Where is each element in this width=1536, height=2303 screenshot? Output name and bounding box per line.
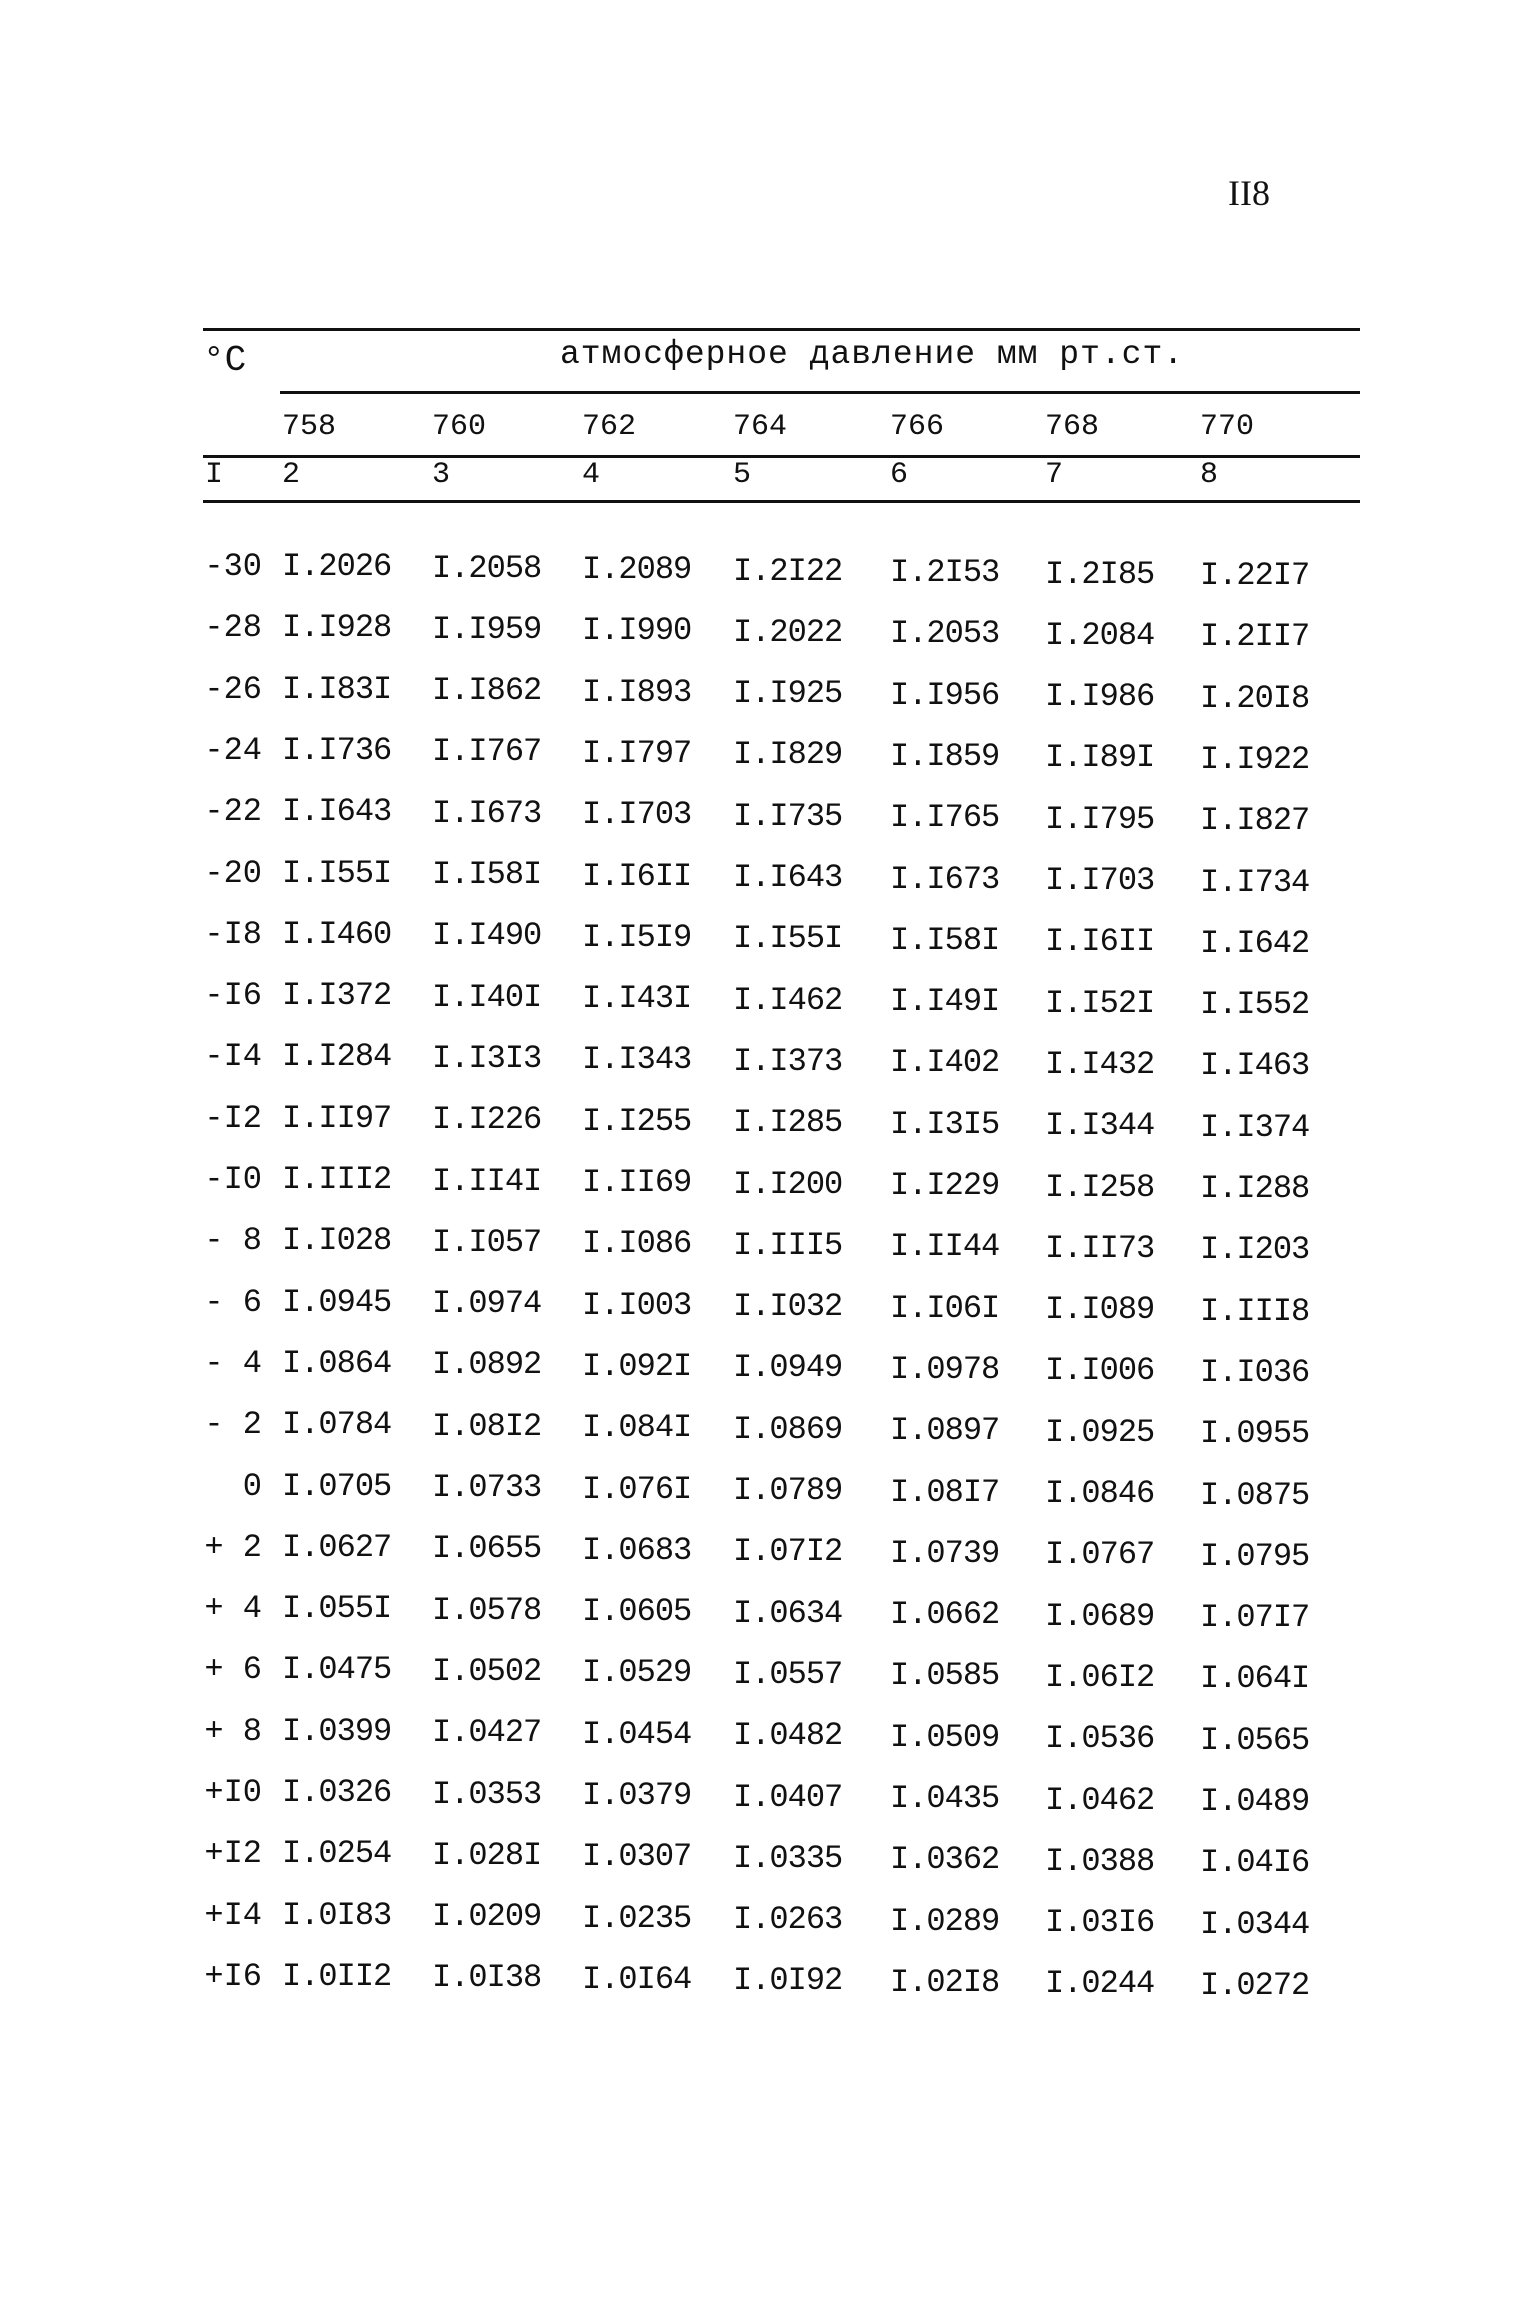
temperature-cell: -I8 [204,915,262,953]
temperature-cell: -I2 [204,1099,262,1137]
value-cell: I.0I38 [432,1959,542,1997]
value-cell: I.II97 [282,1099,392,1137]
value-cell: I.0864 [282,1344,392,1382]
table-top-rule [203,328,1360,331]
value-cell: I.084I [582,1409,692,1447]
column-number: 3 [432,458,451,492]
value-cell: I.I203 [1200,1231,1310,1269]
value-cell: I.0846 [1045,1475,1155,1512]
value-cell: I.I3I3 [432,1039,542,1077]
value-cell: I.0733 [432,1469,542,1506]
value-cell: I.0634 [733,1594,843,1632]
value-cell: I.II73 [1045,1229,1155,1267]
value-cell: I.0235 [582,1899,692,1937]
temperature-cell: + 2 [204,1528,262,1566]
value-cell: I.I829 [733,736,843,774]
value-cell: I.I797 [582,734,692,772]
value-cell: I.0795 [1200,1537,1310,1575]
value-cell: I.I55I [282,854,392,892]
value-cell: I.I925 [733,675,843,713]
value-cell: I.I795 [1045,800,1155,838]
pressure-row-rule [203,455,1360,458]
value-cell: I.I736 [282,731,392,769]
value-cell: I.I288 [1200,1170,1310,1207]
value-cell: I.0784 [282,1406,392,1444]
temperature-cell: + 4 [204,1590,262,1628]
value-cell: I.0344 [1200,1905,1310,1943]
value-cell: I.0767 [1045,1536,1155,1574]
value-cell: I.0509 [890,1718,1000,1756]
value-cell: I.I089 [1045,1291,1155,1329]
value-cell: I.2I85 [1045,555,1155,593]
value-cell: I.0627 [282,1528,392,1566]
value-cell: I.I003 [582,1286,692,1324]
value-cell: I.0945 [282,1283,392,1321]
value-cell: I.0739 [890,1534,1000,1572]
value-cell: I.0875 [1200,1476,1310,1514]
value-cell: I.0326 [282,1774,392,1811]
value-cell: I.0272 [1200,1966,1310,2004]
value-cell: I.I956 [890,676,1000,714]
value-cell: I.I057 [432,1223,542,1261]
column-number: I [205,458,224,492]
pressure-group-header: атмосферное давление мм рт.ст. [560,336,1185,373]
value-cell: I.I767 [432,733,542,771]
value-cell: I.0I64 [582,1960,692,1998]
value-cell: I.0353 [432,1775,542,1813]
value-cell: I.20I8 [1200,679,1310,717]
value-cell: I.I372 [282,977,392,1015]
temperature-cell: -20 [204,854,262,892]
value-cell: I.I859 [890,737,1000,775]
value-cell: I.0307 [582,1838,692,1876]
value-cell: I.0978 [890,1350,1000,1388]
value-cell: I.0454 [582,1715,692,1753]
temperature-cell: -I6 [204,977,262,1015]
value-cell: I.0789 [733,1472,843,1509]
value-cell: I.0655 [432,1530,542,1568]
value-cell: I.0407 [733,1778,843,1816]
value-cell: I.I986 [1045,678,1155,716]
value-cell: I.I55I [733,920,843,958]
value-cell: I.0209 [432,1898,542,1936]
value-cell: I.0689 [1045,1597,1155,1635]
temperature-cell: + 6 [204,1651,262,1689]
value-cell: I.I402 [890,1044,1000,1082]
temperature-cell: + 8 [204,1712,262,1750]
value-cell: I.I373 [733,1042,843,1080]
value-cell: I.I893 [582,673,692,711]
value-cell: I.III5 [733,1226,843,1264]
value-cell: I.2026 [282,548,392,585]
page-number: II8 [1228,173,1270,213]
value-cell: I.092I [582,1347,692,1385]
value-cell: I.I43I [582,980,692,1018]
value-cell: I.0578 [432,1591,542,1629]
column-number: 6 [890,458,909,492]
temperature-cell: -24 [204,731,262,769]
value-cell: I.I643 [282,793,392,831]
value-cell: I.07I2 [733,1533,843,1571]
value-cell: I.I827 [1200,802,1310,840]
value-cell: I.I40I [432,978,542,1016]
value-cell: I.064I [1200,1660,1310,1698]
value-cell: I.0605 [582,1593,692,1631]
value-cell: I.I463 [1200,1047,1310,1085]
value-cell: I.I374 [1200,1108,1310,1146]
column-number: 5 [733,458,752,492]
column-number: 7 [1045,458,1064,492]
value-cell: I.0502 [432,1652,542,1690]
value-cell: I.028I [432,1836,542,1874]
value-cell: I.I922 [1200,740,1310,778]
value-cell: I.I52I [1045,984,1155,1022]
value-cell: I.0955 [1200,1415,1310,1453]
value-cell: I.2084 [1045,616,1155,654]
temperature-cell: -I0 [204,1161,262,1198]
value-cell: I.I226 [432,1101,542,1139]
value-cell: I.0I83 [282,1896,392,1934]
value-cell: I.I6II [1045,923,1155,961]
value-cell: I.0427 [432,1714,542,1752]
value-cell: I.I58I [432,856,542,893]
value-cell: I.I462 [733,981,843,1019]
temperature-cell: +I4 [204,1896,262,1934]
value-cell: I.I432 [1045,1045,1155,1083]
value-cell: I.0I92 [733,1962,843,2000]
value-cell: I.0557 [733,1655,843,1693]
value-cell: I.2022 [733,613,843,651]
value-cell: I.0925 [1045,1413,1155,1451]
value-cell: I.0462 [1045,1781,1155,1819]
value-cell: I.I344 [1045,1107,1155,1145]
header-group-rule [280,391,1360,394]
temperature-cell: - 6 [204,1283,262,1321]
value-cell: I.07I7 [1200,1599,1310,1637]
temperature-cell: -I4 [204,1038,262,1076]
pressure-header: 768 [1045,410,1100,444]
value-cell: I.I642 [1200,924,1310,962]
pressure-header: 762 [582,410,637,444]
temperature-cell: - 2 [204,1406,262,1444]
value-cell: I.I735 [733,797,843,835]
value-cell: I.06I2 [1045,1658,1155,1696]
value-cell: I.I552 [1200,986,1310,1024]
value-cell: I.I032 [733,1288,843,1326]
value-cell: I.0565 [1200,1721,1310,1759]
value-cell: I.I673 [432,794,542,832]
pressure-header: 766 [890,410,945,444]
value-cell: I.I928 [282,609,392,647]
value-cell: I.0362 [890,1841,1000,1879]
column-number-rule [203,500,1360,503]
value-cell: I.I086 [582,1225,692,1263]
value-cell: I.0869 [733,1410,843,1448]
value-cell: I.076I [582,1470,692,1508]
temperature-cell: -26 [204,670,262,708]
value-cell: I.2089 [582,551,692,588]
value-cell: I.I862 [432,672,542,710]
value-cell: I.0585 [890,1657,1000,1695]
column-number: 8 [1200,458,1219,492]
value-cell: I.2I22 [733,552,843,590]
value-cell: I.0388 [1045,1842,1155,1880]
value-cell: I.0482 [733,1717,843,1755]
value-cell: I.03I6 [1045,1904,1155,1942]
value-cell: I.0435 [890,1780,1000,1817]
value-cell: I.II4I [432,1162,542,1200]
value-cell: I.I765 [890,799,1000,837]
value-cell: I.I229 [890,1167,1000,1204]
value-cell: I.0254 [282,1835,392,1873]
temperature-cell: -22 [204,793,262,831]
value-cell: I.0263 [733,1901,843,1939]
pressure-header: 770 [1200,410,1255,444]
value-cell: I.22I7 [1200,557,1310,594]
value-cell: I.I673 [890,860,1000,898]
value-cell: I.I959 [432,610,542,648]
value-cell: I.I703 [1045,862,1155,899]
value-cell: I.0683 [582,1531,692,1569]
value-cell: I.I028 [282,1222,392,1260]
temperature-cell: - 8 [204,1222,262,1260]
value-cell: I.I258 [1045,1168,1155,1206]
value-cell: I.0536 [1045,1720,1155,1758]
value-cell: I.I3I5 [890,1105,1000,1143]
value-cell: I.0244 [1045,1965,1155,2003]
value-cell: I.04I6 [1200,1844,1310,1882]
value-cell: I.0897 [890,1412,1000,1450]
value-cell: I.I460 [282,915,392,953]
temperature-cell: 0 [242,1467,262,1505]
value-cell: I.I036 [1200,1353,1310,1391]
value-cell: I.I5I9 [582,918,692,956]
temperature-cell: -28 [204,609,262,647]
column-number: 4 [582,458,601,492]
value-cell: I.I58I [890,921,1000,959]
value-cell: I.0974 [432,1285,542,1323]
value-cell: I.2II7 [1200,618,1310,656]
value-cell: I.2053 [890,615,1000,653]
value-cell: I.08I7 [890,1473,1000,1511]
temperature-cell: +I6 [204,1957,262,1995]
temperature-unit-header: °C [203,340,247,381]
value-cell: I.I734 [1200,863,1310,901]
value-cell: I.0489 [1200,1783,1310,1820]
value-cell: I.0892 [432,1346,542,1384]
value-cell: I.0662 [890,1596,1000,1634]
value-cell: I.08I2 [432,1407,542,1445]
value-cell: I.0705 [282,1467,392,1505]
value-cell: I.I83I [282,670,392,708]
value-cell: I.I255 [582,1102,692,1140]
value-cell: I.I06I [890,1289,1000,1327]
value-cell: I.0475 [282,1651,392,1689]
value-cell: I.0II2 [282,1957,392,1995]
value-cell: I.0949 [733,1349,843,1387]
value-cell: I.I285 [733,1104,843,1142]
value-cell: I.I990 [582,612,692,650]
pressure-header: 758 [282,410,337,444]
value-cell: I.I89I [1045,739,1155,777]
value-cell: I.II44 [890,1228,1000,1266]
value-cell: I.I6II [582,857,692,895]
pressure-header: 764 [733,410,788,444]
value-cell: I.III8 [1200,1292,1310,1330]
value-cell: I.02I8 [890,1963,1000,2001]
value-cell: I.I49I [890,983,1000,1021]
temperature-cell: +I2 [204,1835,262,1873]
value-cell: I.III2 [282,1161,392,1198]
value-cell: I.I643 [733,859,843,896]
value-cell: I.I200 [733,1165,843,1203]
value-cell: I.0379 [582,1777,692,1814]
value-cell: I.I284 [282,1038,392,1076]
value-cell: I.I490 [432,917,542,955]
value-cell: I.2I53 [890,554,1000,591]
column-number: 2 [282,458,301,492]
value-cell: I.055I [282,1590,392,1628]
value-cell: I.0399 [282,1712,392,1750]
temperature-cell: +I0 [204,1774,262,1811]
value-cell: I.0289 [890,1902,1000,1940]
value-cell: I.0529 [582,1654,692,1692]
temperature-cell: - 4 [204,1344,262,1382]
value-cell: I.I006 [1045,1352,1155,1390]
value-cell: I.I703 [582,796,692,834]
value-cell: I.I343 [582,1041,692,1079]
temperature-cell: -30 [204,548,262,585]
value-cell: I.II69 [582,1164,692,1201]
value-cell: I.2058 [432,549,542,587]
value-cell: I.0335 [733,1839,843,1877]
pressure-header: 760 [432,410,487,444]
